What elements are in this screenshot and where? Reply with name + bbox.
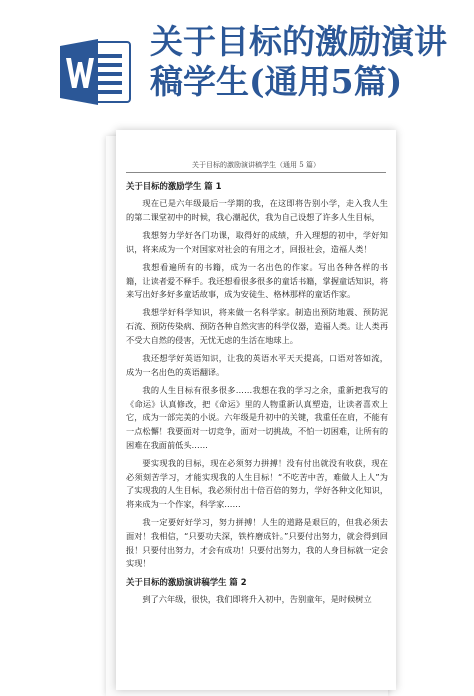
paragraph: 我想看遍所有的书籍，成为一名出色的作家。写出各种各样的书籍，让读者爱不释手。我还想看很多很多的童话书籍，掌握童话知识，将来写出好多好多童话故事，成为安徒生、格林那样的童话作家。 (126, 261, 389, 300)
document-page (116, 130, 396, 690)
paragraph: 我一定要好好学习，努力拼搏！人生的道路是艰巨的，但我必须去面对！我相信，“只要功夫深，铁杵磨成针。”只要付出努力，就会得到回报！只要付出努力，才会有成功！只要付出努力，我的人身目标就一定会实现！ (126, 517, 389, 569)
banner (0, 0, 474, 130)
section-heading: 关于目标的激励学生 篇 1 (126, 181, 222, 191)
page-title: 关于目标的激励演讲稿学生(通用5篇) (150, 22, 447, 101)
section-heading: 关于目标的激励演讲稿学生 篇 2 (126, 576, 247, 587)
document-preview (106, 130, 396, 669)
paragraph: 我还想学好英语知识，让我的英语水平天天提高，口语对答如流，成为一名出色的英语翻译。 (126, 353, 388, 377)
document-body (126, 180, 388, 611)
header-divider (126, 172, 386, 173)
paragraph: 现在已是六年级最后一学期的我，在这即将告别小学，走入我人生的第二课堂初中的时候，我心潮起伏，我为自己设想了许多人生目标， (126, 198, 388, 222)
running-header: 关于目标的激励演讲稿学生（通用 5 篇） (192, 161, 320, 169)
paragraph: 我想努力学好各门功课，取得好的成绩，升入理想的初中，学好知识，将来成为一个对国家对社会的有用之才，回报社会，造福人类！ (126, 229, 388, 254)
paragraph: 要实现我的目标，现在必须努力拼搏！没有付出就没有收获，现在必须刻苦学习，才能实现我的人生目标！“不吃苦中苦，难做人上人”为了实现我的人生目标，我必须付出十倍百倍的努力，学好各种文化知识，将来成为一个作家，科学家…… (126, 457, 389, 510)
word-document-icon (58, 36, 132, 108)
paragraph: 我想学好科学知识，将来做一名科学家。制造出预防地震、预防泥石流、预防传染病、预防各种自然灾害的科学仪器，造福人类。让人类再不受大自然的侵害，无忧无虑的生活在地球上。 (126, 307, 389, 345)
paragraph: 我的人生目标有很多很多……我想在我的学习之余，重新把我写的《命运》认真修改，把《命运》里的人物重新认真塑造，让读者喜欢上它，成为一部完美的小说。六年级是升初中的关键，我重任在肩，不能有一点松懈！我要面对一切竞争，面对一切挑战，不怕一切困难，让所有的困难在我面前低头…… (126, 384, 389, 450)
paragraph: 到了六年级，很快，我们即将升入初中，告别童年，是时候树立 (142, 593, 372, 604)
